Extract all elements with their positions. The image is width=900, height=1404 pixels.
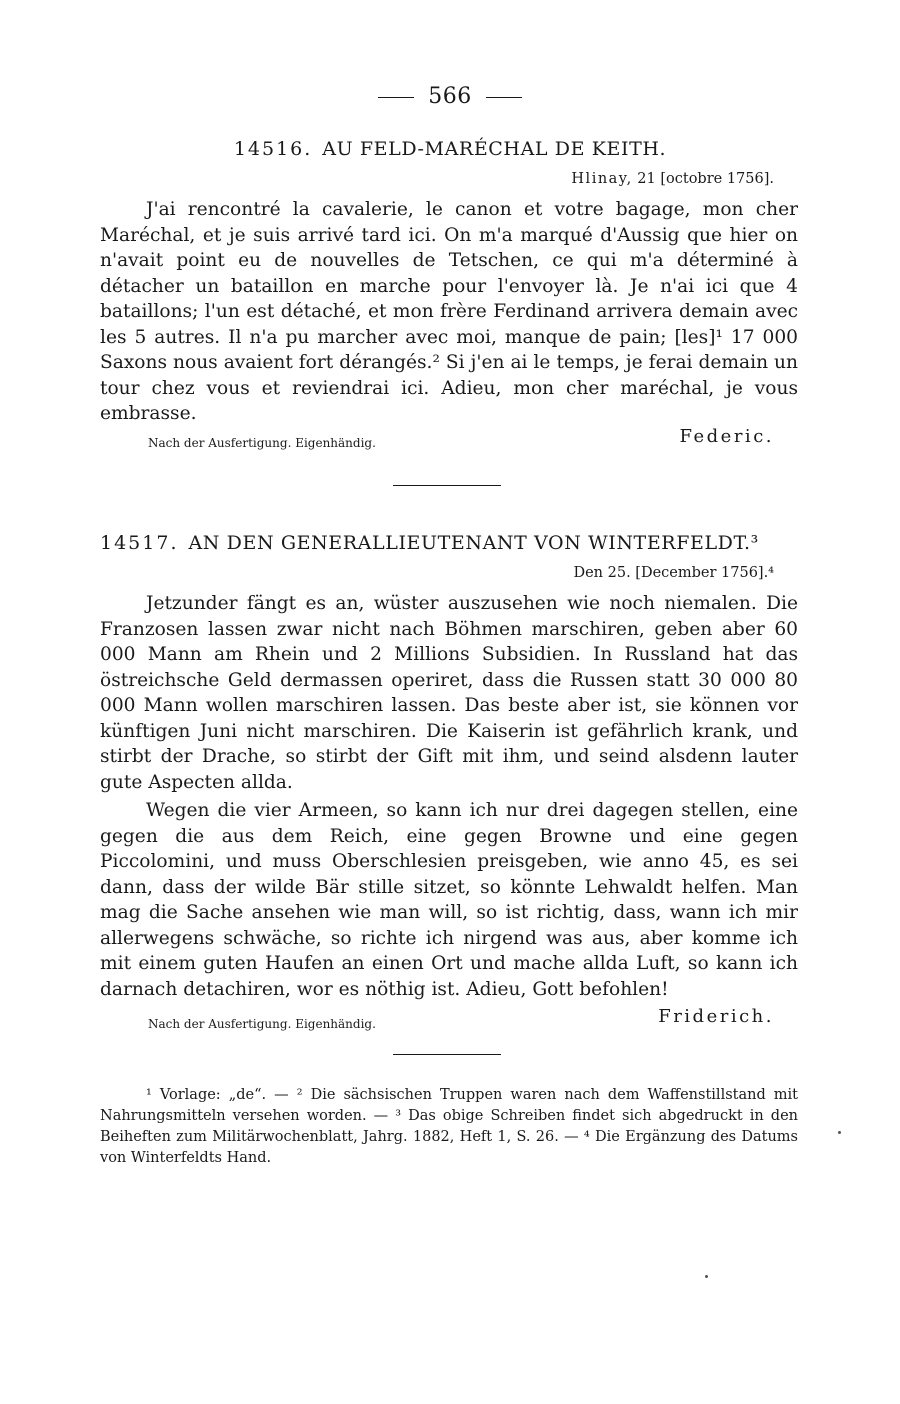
dash-right	[486, 97, 522, 98]
letter-heading-14516	[100, 138, 800, 160]
letter-number: 14516.	[233, 138, 313, 160]
letter-recipient: AN DEN GENERALLIEUTENANT VON WINTERFELDT.³	[188, 532, 759, 554]
date-rest: 21 [octobre 1756].	[637, 171, 774, 187]
letter-signature: Federic.	[679, 426, 774, 447]
letter-source-note: Nach der Ausfertigung. Eigenhändig.	[148, 1017, 376, 1031]
letter-heading-14517	[100, 532, 800, 554]
footnotes: ¹ Vorlage: „de“. — ² Die sächsischen Truppen waren nach dem Waffenstillstand mit Nahrungsmitteln versehen worden. — ³ Das obige Schreiben findet sich abgedruckt in den Beiheften zum Militärwochenblatt, Jahrg. 1882, Heft 1, S. 26. — ⁴ Die Ergänzung des Datums von Winterfeldts Hand.	[100, 1087, 798, 1166]
section-divider	[393, 485, 501, 486]
letter-signature: Friderich.	[658, 1006, 774, 1027]
date-rest: 25. [December 1756].⁴	[607, 565, 774, 581]
letter-paragraph: J'ai rencontré la cavalerie, le canon et votre bagage, mon cher Maréchal, et je suis arrivé tard ici. On m'a marqué d'Aussig que hier on n'avait point eu de nouvelles de Tetschen, ce qui m'a déterminé à détacher un bataillon en marche pour l'envoyer là. Je n'ai ici que 4 bataillons; l'un est détaché, et mon frère Ferdinand arrivera demain avec les 5 autres. Il n'a pu marcher avec moi, manque de pain; [les]¹ 17 000 Saxons nous avaient fort dérangés.² Si j'en ai le temps, je ferai demain un tour chez vous et reviendrai ici. Adieu, mon cher maréchal, je vous embrasse.	[100, 199, 798, 424]
letter-paragraph: Wegen die vier Armeen, so kann ich nur drei dagegen stellen, eine gegen die aus dem Reich, eine gegen Browne und eine gegen Piccolomini, und muss Oberschlesien preisgeben, wie anno 45, es sei dann, dass der wilde Bär stille sitzet, so könnte Lehwaldt helfen. Man mag die Sache ansehen wie man will, so ist richtig, dass, wann ich mir allerwegens schwäche, so richte ich nirgend was aus, aber komme ich mit einem guten Haufen an einen Ort und mache allda Luft, so kann ich darnach detachiren, wor es nöthig ist. Adieu, Gott befohlen!	[100, 800, 798, 1000]
dash-left	[378, 97, 414, 98]
section-divider	[393, 1054, 501, 1055]
letter-recipient: AU FELD-MARÉCHAL DE KEITH.	[322, 138, 667, 160]
date-place: Hlinay,	[571, 171, 633, 187]
letter-source-note: Nach der Ausfertigung. Eigenhändig.	[148, 436, 376, 450]
letter-paragraph: Jetzunder fängt es an, wüster auszusehen wie noch niemalen. Die Franzosen lassen zwar nicht nach Böhmen marschiren, geben aber 60 000 Mann am Rhein und 2 Millions Subsidien. In Russland hat das östreichsche Geld dermassen operiret, dass die Russen statt 30 000 80 000 Mann wollen marschiren lassen. Das beste aber ist, sie können vor künftigen Juni nicht marschiren. Die Kaiserin ist gefährlich krank, und stirbt der Drache, so stirbt der Gift mit ihm, und seind alsdenn lauter gute Aspecten allda.	[100, 593, 798, 793]
date-place: Den	[573, 565, 604, 581]
letter-dateline	[573, 565, 774, 581]
letter-number: 14517.	[100, 532, 179, 554]
page-number	[0, 84, 900, 109]
letter-dateline	[571, 171, 774, 187]
page-number-text: 566	[428, 84, 472, 109]
print-speck	[838, 1131, 841, 1134]
print-speck	[705, 1275, 708, 1278]
